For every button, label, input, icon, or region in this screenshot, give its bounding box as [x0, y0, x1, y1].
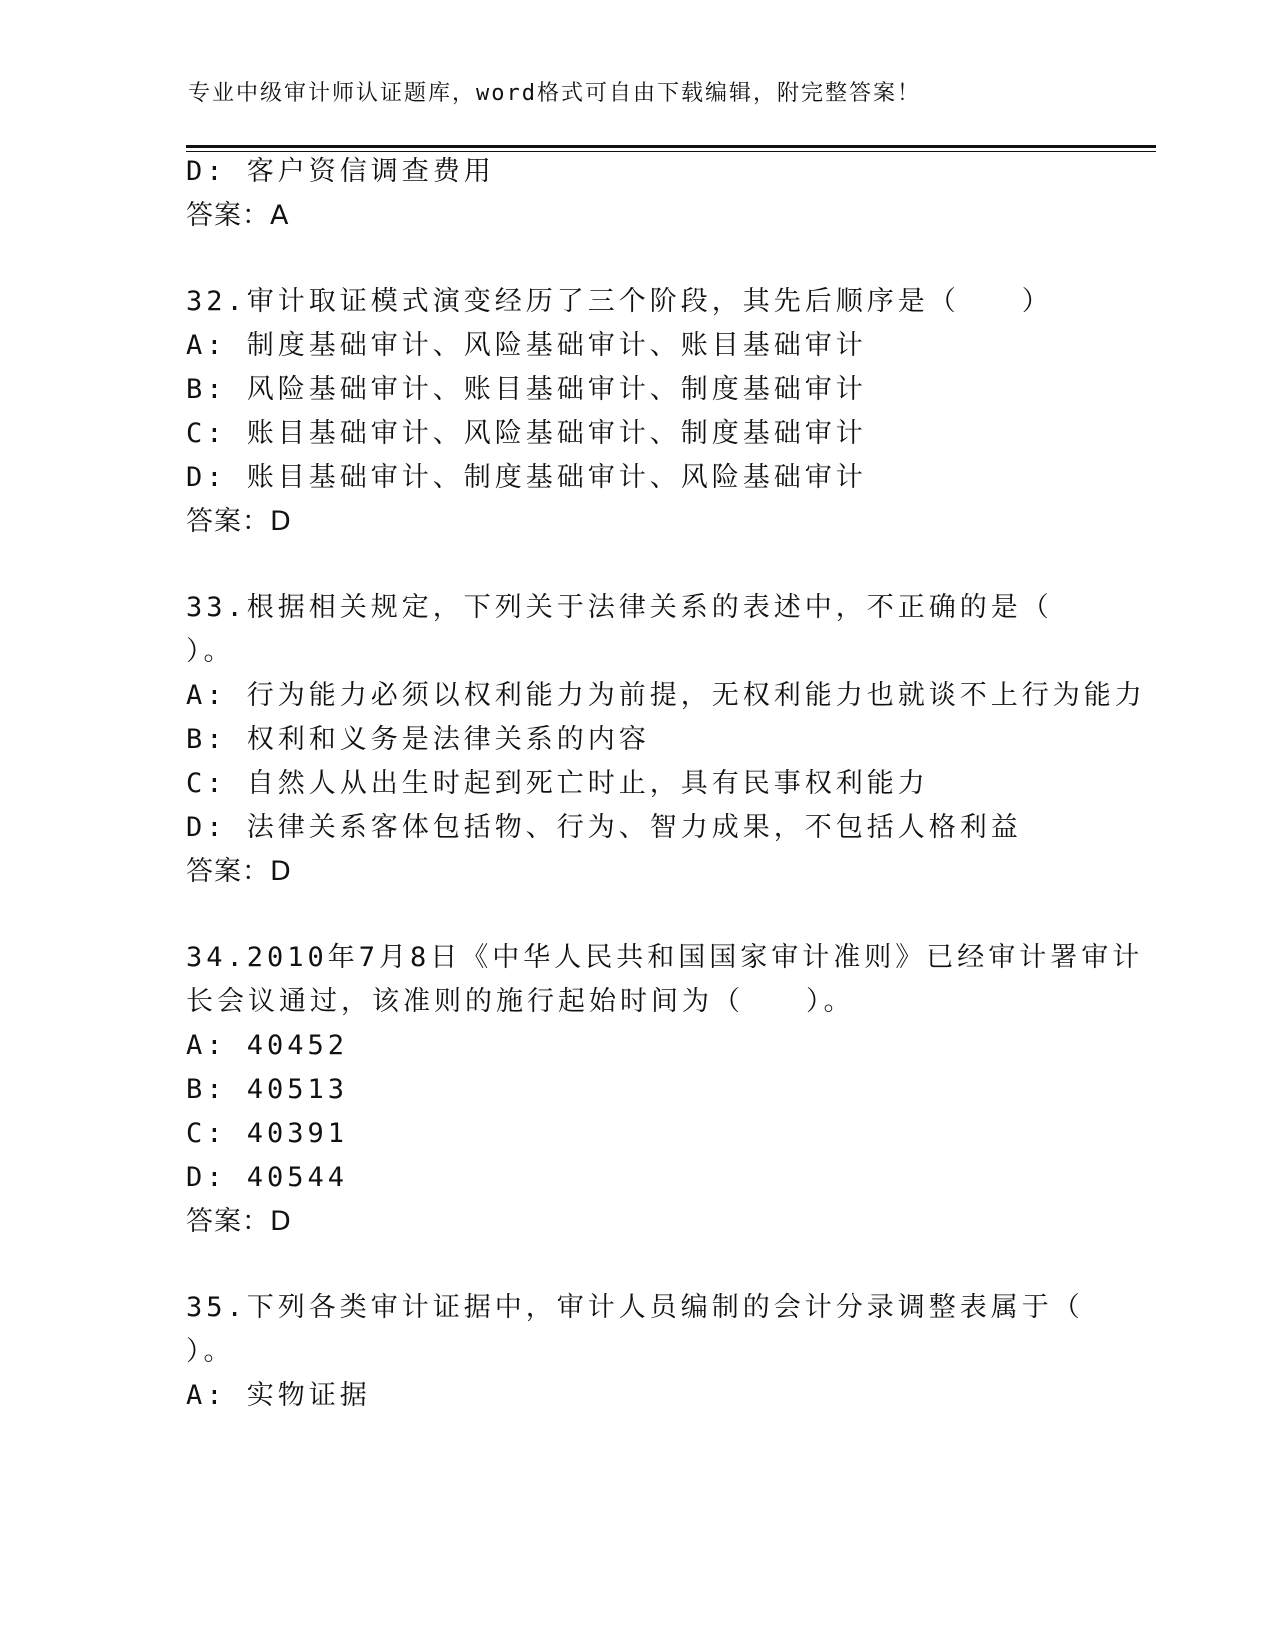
q32-option-c: C: 账目基础审计、风险基础审计、制度基础审计 [186, 418, 867, 449]
q34-option-c: C: 40391 [186, 1118, 349, 1149]
q35-stem-line2: ）。 [186, 1336, 235, 1367]
q33-option-a: A: 行为能力必须以权利能力为前提，无权利能力也就谈不上行为能力 [186, 680, 1146, 711]
q34-answer: 答案：D [186, 1206, 292, 1237]
q33-option-d: D: 法律关系客体包括物、行为、智力成果，不包括人格利益 [186, 812, 1022, 843]
q34-stem-line2: 长会议通过，该准则的施行起始时间为（ ）。 [186, 986, 855, 1017]
q34-stem-line1: 34.2010年7月8日《中华人民共和国国家审计准则》已经审计署审计 [186, 942, 1144, 973]
q32-stem: 32.审计取证模式演变经历了三个阶段，其先后顺序是（ ） [186, 286, 1053, 317]
q33-answer: 答案：D [186, 856, 292, 887]
q35-option-a: A: 实物证据 [186, 1380, 371, 1411]
q33-stem-line1: 33.根据相关规定，下列关于法律关系的表述中，不正确的是（ [186, 592, 1053, 623]
q32-option-b: B: 风险基础审计、账目基础审计、制度基础审计 [186, 374, 867, 405]
q32-option-d: D: 账目基础审计、制度基础审计、风险基础审计 [186, 462, 867, 493]
q34-option-b: B: 40513 [186, 1074, 349, 1105]
prev-option-d: D: 客户资信调查费用 [186, 156, 495, 187]
q34-option-a: A: 40452 [186, 1030, 349, 1061]
q33-stem-line2: ）。 [186, 636, 235, 667]
header-divider-thin [186, 151, 1156, 152]
q32-answer: 答案：D [186, 506, 292, 537]
page-header: 专业中级审计师认证题库，word格式可自由下载编辑，附完整答案！ [188, 81, 921, 106]
q33-option-c: C: 自然人从出生时起到死亡时止，具有民事权利能力 [186, 768, 929, 799]
q32-option-a: A: 制度基础审计、风险基础审计、账目基础审计 [186, 330, 867, 361]
prev-answer: 答案：A [186, 200, 290, 231]
q34-option-d: D: 40544 [186, 1162, 349, 1193]
q33-option-b: B: 权利和义务是法律关系的内容 [186, 724, 650, 755]
header-divider-thick [186, 145, 1156, 148]
q35-stem-line1: 35.下列各类审计证据中，审计人员编制的会计分录调整表属于（ [186, 1292, 1084, 1323]
